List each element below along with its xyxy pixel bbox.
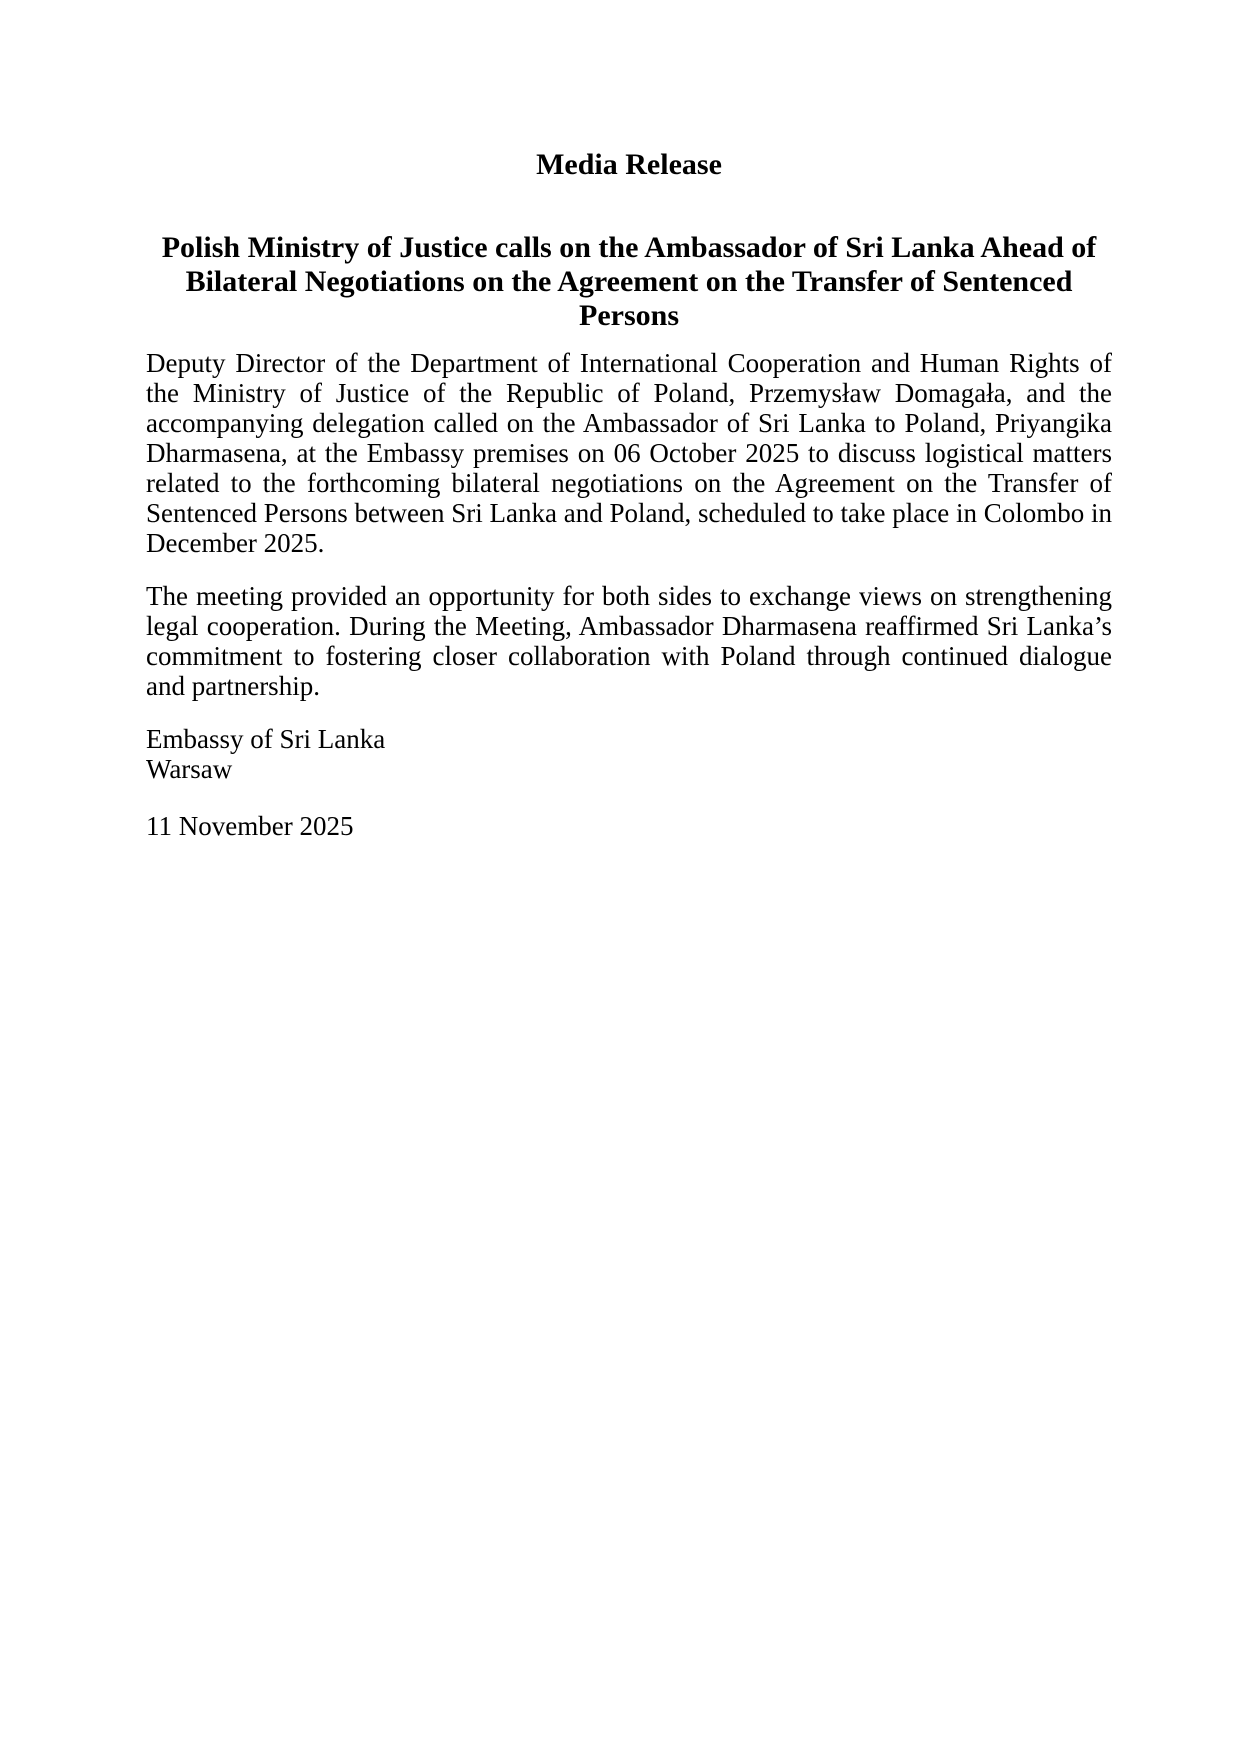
- document-title: Media Release: [536, 148, 722, 181]
- signature-city: Warsaw: [146, 754, 233, 784]
- body-paragraph-1: Deputy Director of the Department of International Cooperation and Human Rights of the Ministry of Justice of the Republic of Poland, Przemysław Domagała, and the accompanying delegation called on the Ambassador of Sri Lanka to Poland, Priyangika Dharmasena, at the Embassy premises on 06 October 2025 to discuss logistical matters related to the forthcoming bilateral negotiations on the Agreement on the Transfer of Sentenced Persons between Sri Lanka and Poland, scheduled to take place in Colombo in December 2025.: [146, 348, 1112, 558]
- signature-block: [146, 724, 1112, 784]
- signature-organization: Embassy of Sri Lanka: [146, 724, 386, 754]
- document-date: 11 November 2025: [146, 811, 354, 841]
- body-paragraph-2: The meeting provided an opportunity for both sides to exchange views on strengthening legal cooperation. During the Meeting, Ambassador Dharmasena reaffirmed Sri Lanka’s commitment to fostering closer collaboration with Poland through continued dialogue and partnership.: [146, 581, 1112, 701]
- document-heading: Polish Ministry of Justice calls on the Ambassador of Sri Lanka Ahead of Bilateral Negotiations on the Agreement on the Transfer of Sentenced Persons: [161, 231, 1097, 332]
